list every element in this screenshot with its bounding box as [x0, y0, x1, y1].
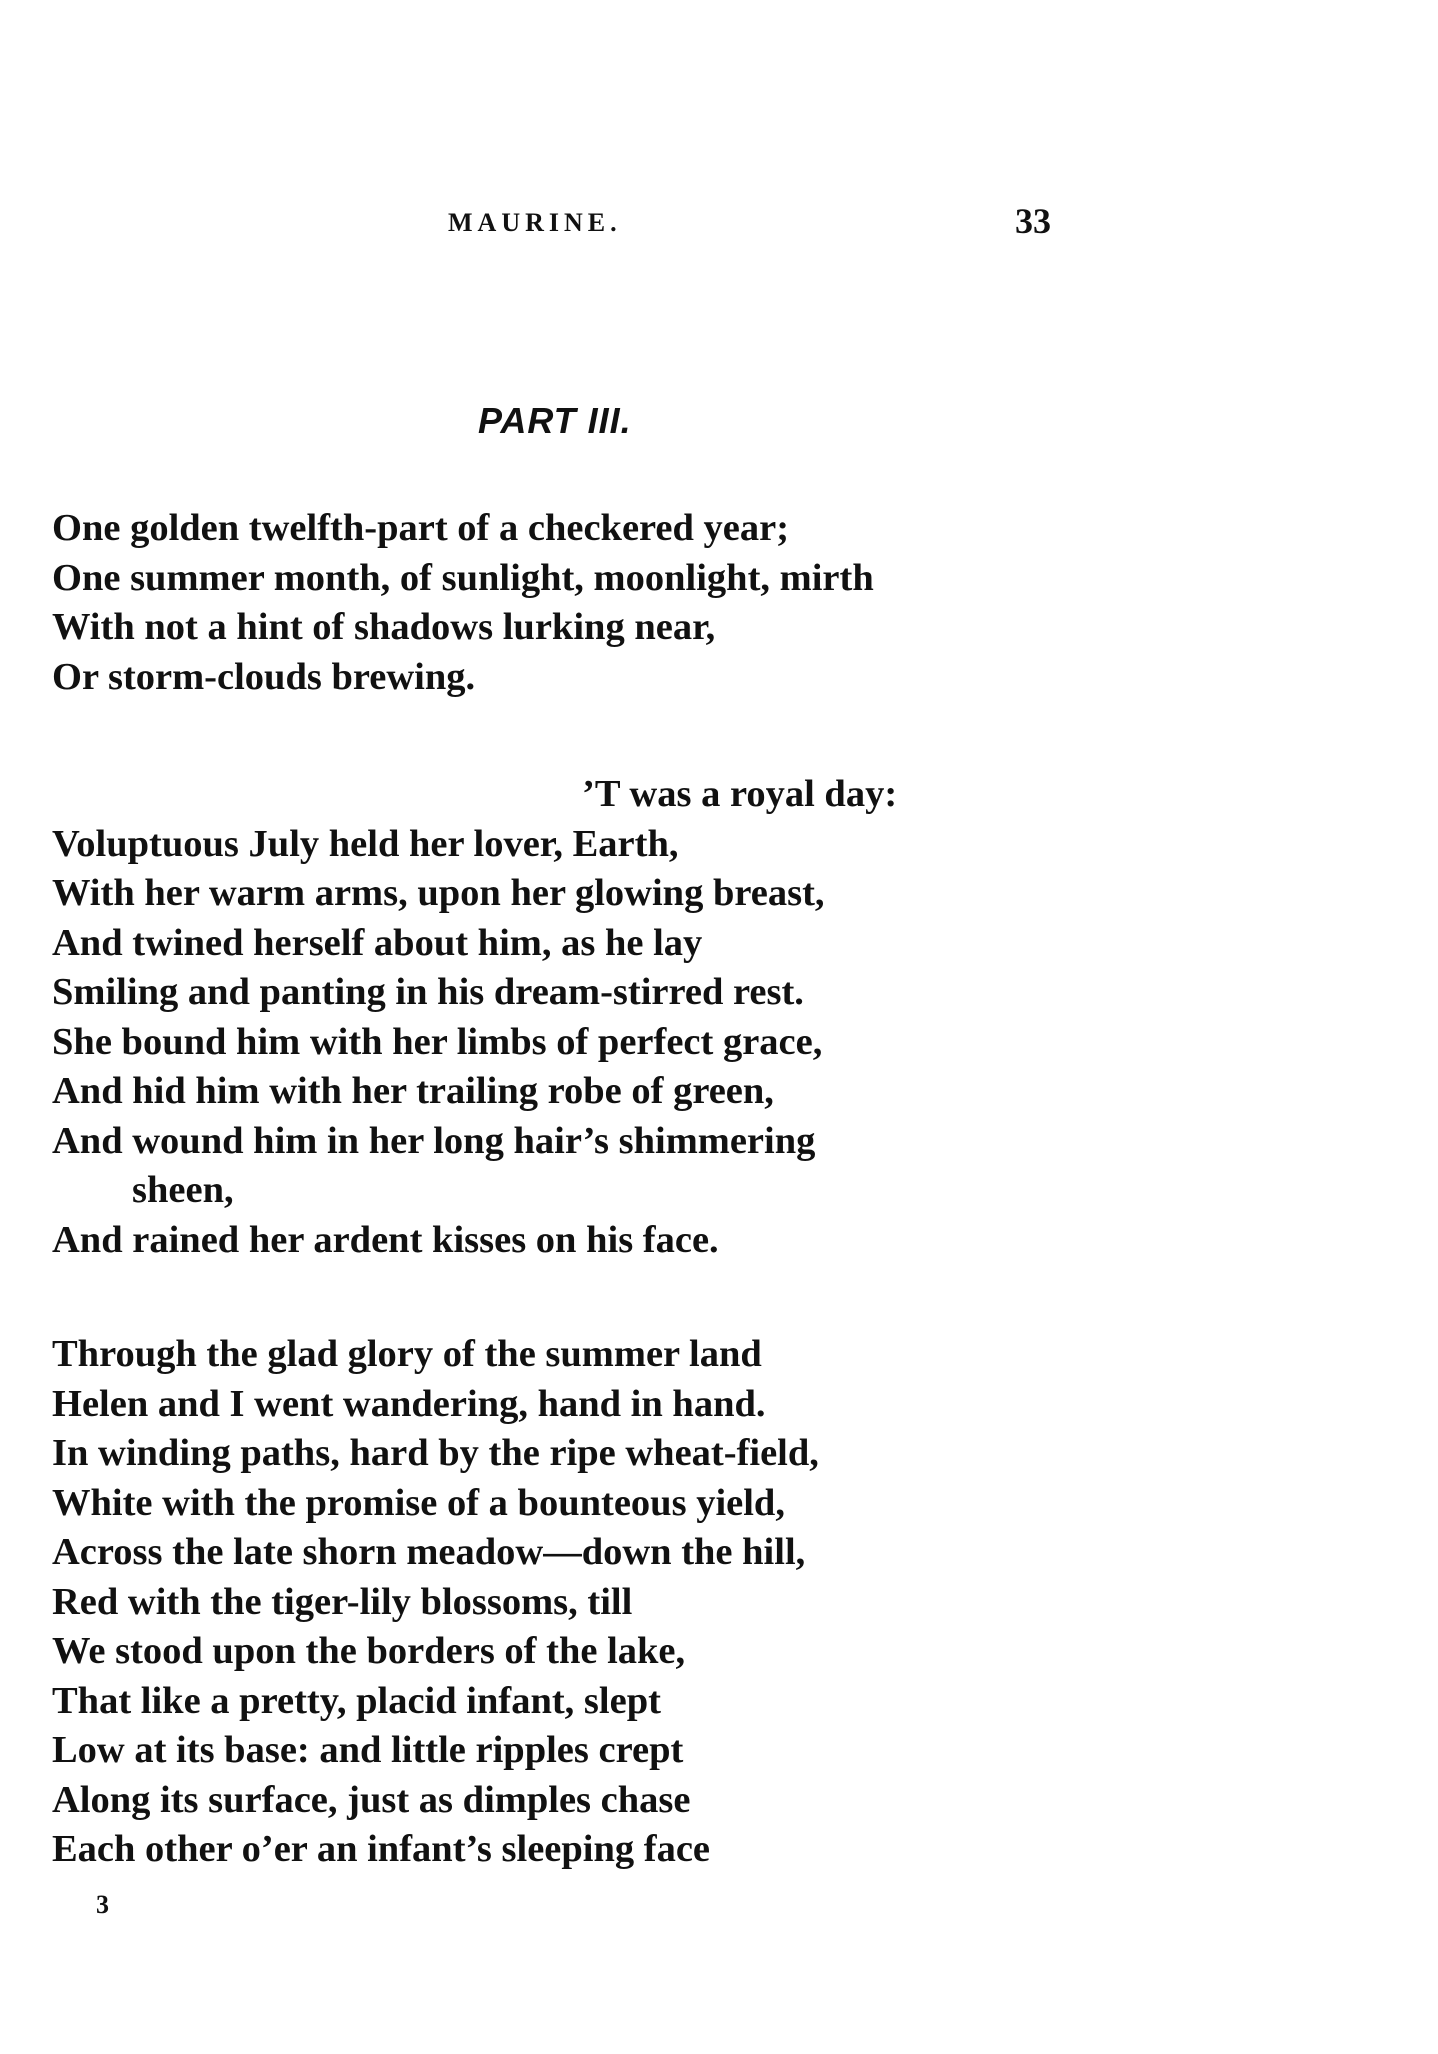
verse-line: We stood upon the borders of the lake,	[52, 1630, 686, 1672]
running-head: MAURINE.	[448, 208, 622, 237]
part-title: PART III.	[478, 400, 632, 441]
verse-line: That like a pretty, placid infant, slept	[52, 1679, 661, 1722]
verse-line: One golden twelfth-part of a checkered year;	[52, 507, 790, 549]
verse-line: Each other o’er an infant’s sleeping face	[52, 1828, 711, 1870]
verse-line: Red with the tiger-lily blossoms, till	[52, 1580, 633, 1623]
verse-line-turnover: sheen,	[132, 1169, 234, 1211]
signature-mark: 3	[96, 1890, 109, 1919]
page-number: 33	[1015, 201, 1051, 241]
verse-line: With not a hint of shadows lurking near,	[52, 606, 716, 648]
verse-line: She bound him with her limbs of perfect grace,	[52, 1020, 823, 1063]
verse-line: Low at its base: and little ripples crept	[52, 1729, 684, 1771]
verse-line: White with the promise of a bounteous yield,	[52, 1481, 785, 1524]
verse-line: Through the glad glory of the summer land	[52, 1333, 762, 1375]
verse-line: And twined herself about him, as he lay	[52, 921, 703, 964]
verse-line: And rained her ardent kisses on his face.	[52, 1218, 719, 1261]
verse-line: One summer month, of sunlight, moonlight, mirth	[52, 556, 874, 599]
verse-line: Voluptuous July held her lover, Earth,	[52, 822, 679, 865]
verse-line: ’T was a royal day:	[582, 773, 898, 815]
verse-line: Smiling and panting in his dream-stirred rest.	[52, 971, 804, 1013]
verse-line: And hid him with her trailing robe of green,	[52, 1070, 774, 1112]
verse-line: With her warm arms, upon her glowing breast,	[52, 872, 825, 914]
verse-line: Or storm-clouds brewing.	[52, 655, 476, 698]
stanza-1	[52, 504, 874, 702]
stanza-2	[52, 770, 897, 1265]
verse-line: Helen and I went wandering, hand in hand.	[52, 1382, 766, 1425]
verse-line: And wound him in her long hair’s shimmering	[52, 1119, 816, 1162]
stanza-3	[52, 1330, 819, 1875]
verse-line: Across the late shorn meadow—down the hill,	[52, 1531, 806, 1573]
verse-line: Along its surface, just as dimples chase	[52, 1778, 691, 1821]
verse-line: In winding paths, hard by the ripe wheat-field,	[52, 1432, 819, 1474]
